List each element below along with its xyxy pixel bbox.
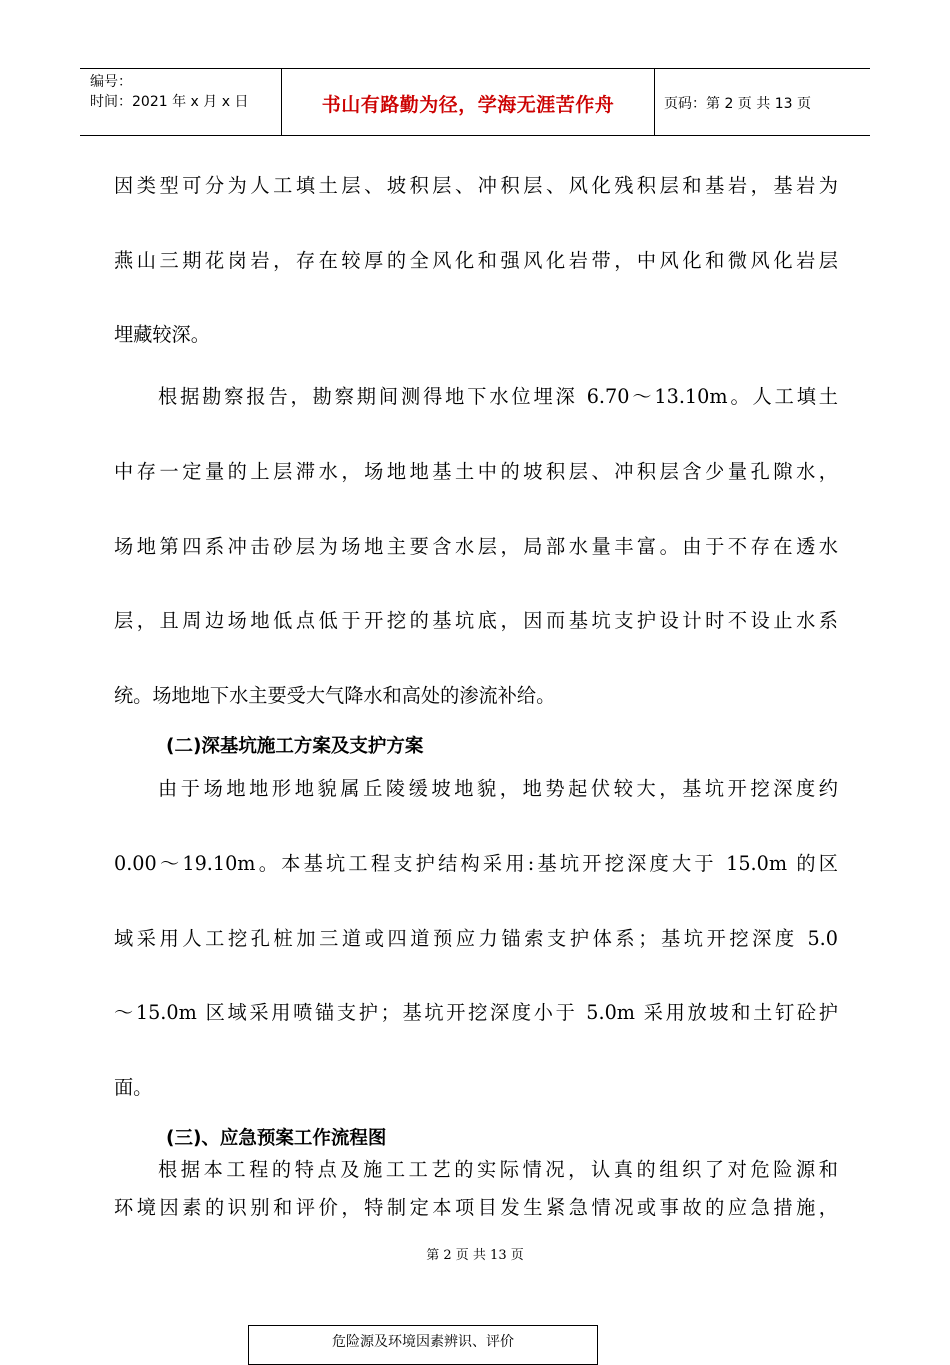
header-motto: 书山有路勤为径，学海无涯苦作舟 xyxy=(321,93,615,116)
body-line: 由于场地地形地貌属丘陵缓坡地貌，地势起伏较大，基坑开挖深度约 xyxy=(158,777,838,800)
header-meta xyxy=(90,72,248,112)
body-line: 因类型可分为人工填土层、坡积层、冲积层、风化残积层和基岩，基岩为 xyxy=(114,174,838,197)
body-line: 面。 xyxy=(114,1076,153,1099)
section-heading: (二)深基坑施工方案及支护方案 xyxy=(166,736,424,757)
body-line: 根据勘察报告，勘察期间测得地下水位埋深 6.70～13.10m。人工填土 xyxy=(158,385,838,408)
body-line: 场地第四系冲击砂层为场地主要含水层，局部水量丰富。由于不存在透水 xyxy=(114,535,838,558)
body-line: 层，且周边场地低点低于开挖的基坑底，因而基坑支护设计时不设止水系 xyxy=(114,609,838,632)
body-line: 域采用人工挖孔桩加三道或四道预应力锚索支护体系；基坑开挖深度 5.0 xyxy=(114,927,838,950)
body-line: 统。场地地下水主要受大气降水和高处的渗流补给。 xyxy=(114,684,556,707)
body-line: 0.00～19.10m。本基坑工程支护结构采用:基坑开挖深度大于 15.0m 的区 xyxy=(114,852,838,875)
flowchart-box-label: 危险源及环境因素辨识、评价 xyxy=(332,1334,514,1350)
header-table xyxy=(80,68,870,136)
header-page-label: 页码：第 2 页 共 13 页 xyxy=(664,96,811,112)
page-footer: 第 2 页 共 13 页 xyxy=(426,1248,524,1263)
body-line: 埋藏较深。 xyxy=(114,323,210,346)
body-line: 中存一定量的上层滞水，场地地基土中的坡积层、冲积层含少量孔隙水， xyxy=(114,460,838,483)
flowchart-box xyxy=(248,1325,598,1365)
header-divider xyxy=(654,69,655,135)
body-line: 燕山三期花岗岩，存在较厚的全风化和强风化岩带，中风化和微风化岩层 xyxy=(114,249,838,272)
body-line: 根据本工程的特点及施工工艺的实际情况，认真的组织了对危险源和 xyxy=(158,1158,838,1181)
number-label: 编号： xyxy=(90,74,132,90)
body-line: 环境因素的识别和评价，特制定本项目发生紧急情况或事故的应急措施， xyxy=(114,1196,838,1219)
body-line: ～15.0m 区域采用喷锚支护；基坑开挖深度小于 5.0m 采用放坡和土钉砼护 xyxy=(114,1001,838,1024)
section-heading: (三)、应急预案工作流程图 xyxy=(166,1128,387,1149)
time-label: 时间：2021 年 x 月 x 日 xyxy=(90,94,249,110)
